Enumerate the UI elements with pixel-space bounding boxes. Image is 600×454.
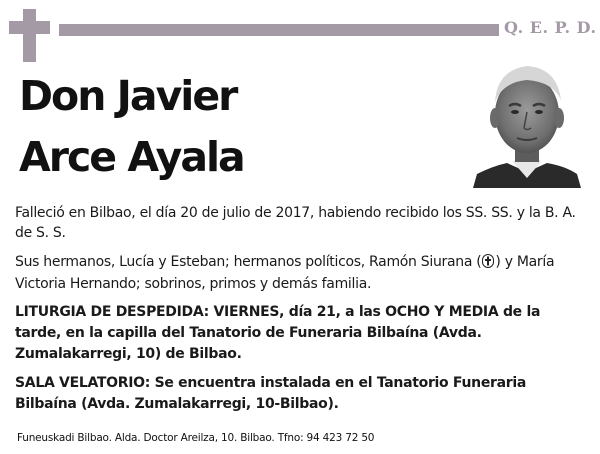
deceased-name-line2: Arce Ayala — [19, 133, 244, 181]
family-paragraph — [15, 252, 585, 294]
cross-horizontal-bar — [9, 21, 50, 34]
liturgy-paragraph: LITURGIA DE DESPEDIDA: VIERNES, día 21, a las OCHO Y MEDIA de la tarde, en la capilla del Tanatorio de Funeraria Bilbaína (Avda. Zumalakarregi, 10) de Bilbao. — [15, 304, 541, 362]
cross-vertical-bar — [23, 9, 36, 62]
death-notice-paragraph: Falleció en Bilbao, el día 20 de julio de 2017, habiendo recibido los SS. SS. y la B. A. de S. S. — [15, 205, 576, 241]
family-text-after: ) y María Victoria Hernando; sobrinos, primos y demás familia. — [15, 254, 555, 292]
qepd-label: Q. E. P. D. — [504, 18, 597, 37]
deceased-cross-icon — [482, 254, 494, 274]
deceased-name-line1: Don Javier — [19, 72, 237, 120]
deceased-portrait — [473, 56, 581, 188]
wake-paragraph: SALA VELATORIO: Se encuentra instalada en el Tanatorio Funeraria Bilbaína (Avda. Zumalakarregi, 10-Bilbao). — [15, 375, 527, 412]
funeral-home-footer: Funeuskadi Bilbao. Alda. Doctor Areilza, 10. Bilbao. Tfno: 94 423 72 50 — [17, 432, 375, 444]
family-text-before: Sus hermanos, Lucía y Esteban; hermanos políticos, Ramón Siurana ( — [15, 254, 482, 270]
header-divider-bar — [59, 24, 499, 36]
